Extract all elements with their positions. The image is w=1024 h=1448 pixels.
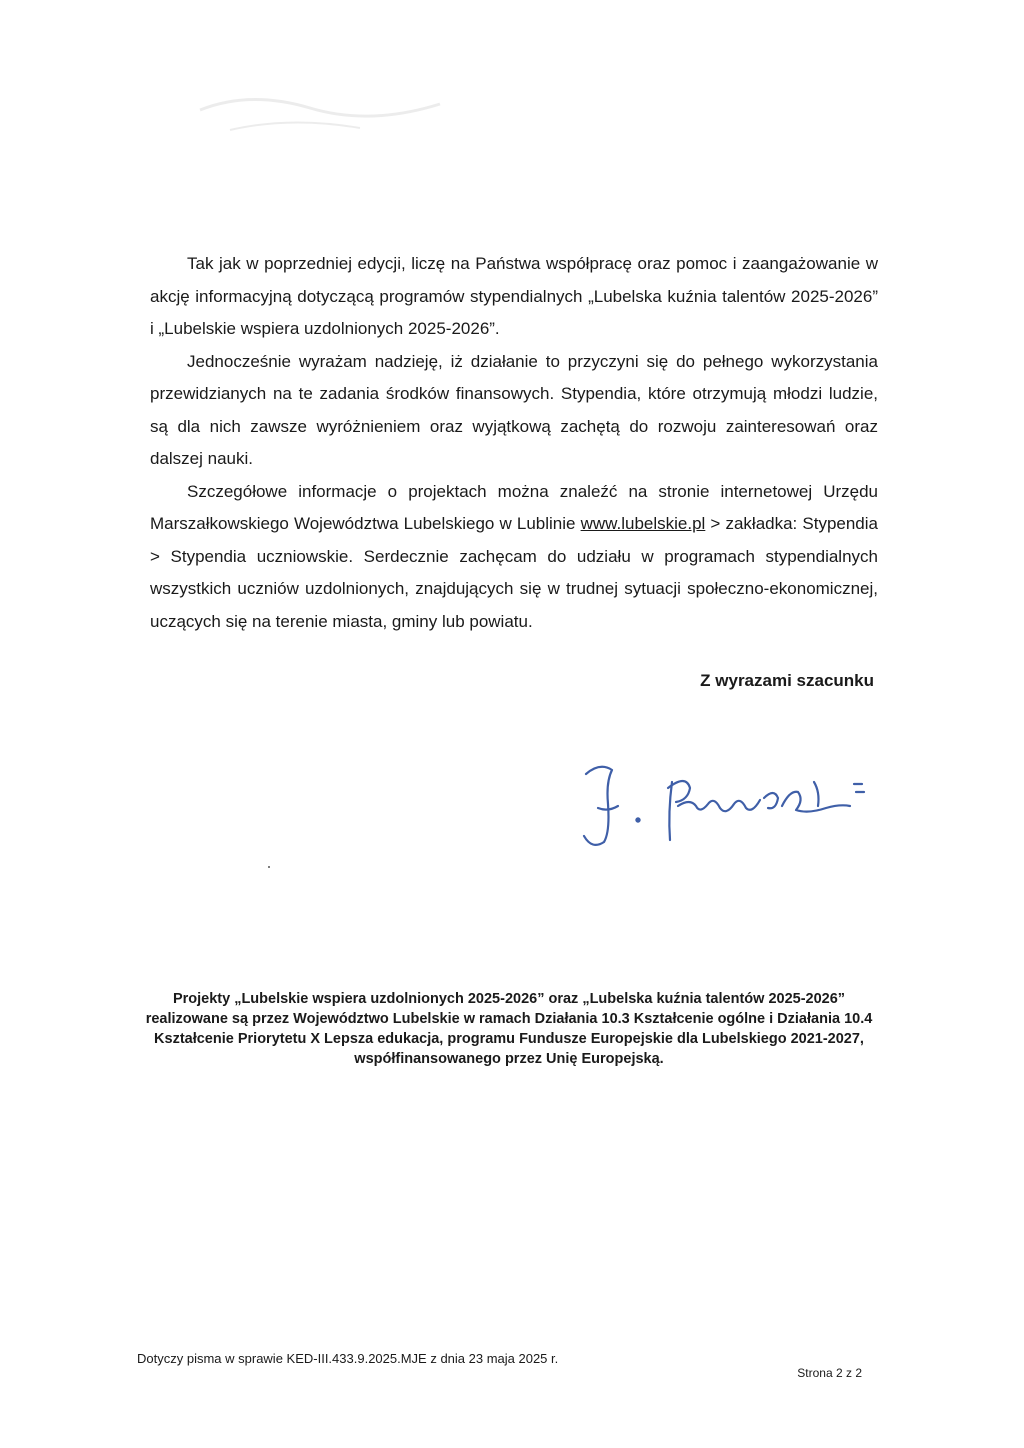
faint-letterhead-mark (190, 80, 450, 150)
letter-body (150, 248, 878, 638)
paragraph-3 (150, 476, 878, 639)
letter-reference: Dotyczy pisma w sprawie KED-III.433.9.2025.MJE z dnia 23 maja 2025 r. (137, 1351, 559, 1366)
stray-dot (268, 866, 270, 868)
paragraph-2: Jednocześnie wyrażam nadzieję, iż działanie to przyczyni się do pełnego wykorzystania przewidzianych na te zadania środków finansowych. Stypendia, które otrzymują młodzi ludzie, są dla nich zawsze wyróżnieniem oraz wyjątkową zachętą do rozwoju zainteresowań oraz dalszej nauki. (150, 351, 878, 468)
page-number: Strona 2 z 2 (797, 1366, 862, 1380)
paragraph-1: Tak jak w poprzedniej edycji, liczę na Państwa współpracę oraz pomoc i zaangażowanie w akcję informacyjną dotyczącą programów stypendialnych „Lubelska kuźnia talentów 2025-2026” i „Lubelskie wspiera uzdolnionych 2025-2026”. (150, 254, 878, 338)
website-link[interactable]: www.lubelskie.pl (580, 514, 706, 533)
closing-salutation: Z wyrazami szacunku (700, 671, 874, 690)
funding-footnote: Projekty „Lubelskie wspiera uzdolnionych 2025-2026” oraz „Lubelska kuźnia talentów 2025-2026” realizowane są przez Województwo Lubelskie w ramach Działania 10.3 Kształcenie ogólne i Działania 10.4 Kształcenie Priorytetu X Lepsza edukacja, programu Fundusze Europejskie dla Lubelskiego 2021-2027, współfinansowanego przez Unię Europejską. (145, 991, 873, 1067)
paragraph-3-text-end: > zakładka: Stypendia > Stypendia uczniowskie. Serdecznie zachęcam do udziału w programach stypendialnych wszystkich uczniów uzdolnionych, znajdujących się w trudnej sytuacji społeczno-ekonomicznej, uczących się na terenie miasta, gminy lub powiatu. (150, 514, 878, 631)
handwritten-signature (578, 752, 878, 862)
paragraph-3-text-start: Szczegółowe informacje o projektach można znaleźć na stronie internetowej Urzędu Marszałkowskiego Województwa Lubelskiego w Lublinie (150, 481, 878, 533)
